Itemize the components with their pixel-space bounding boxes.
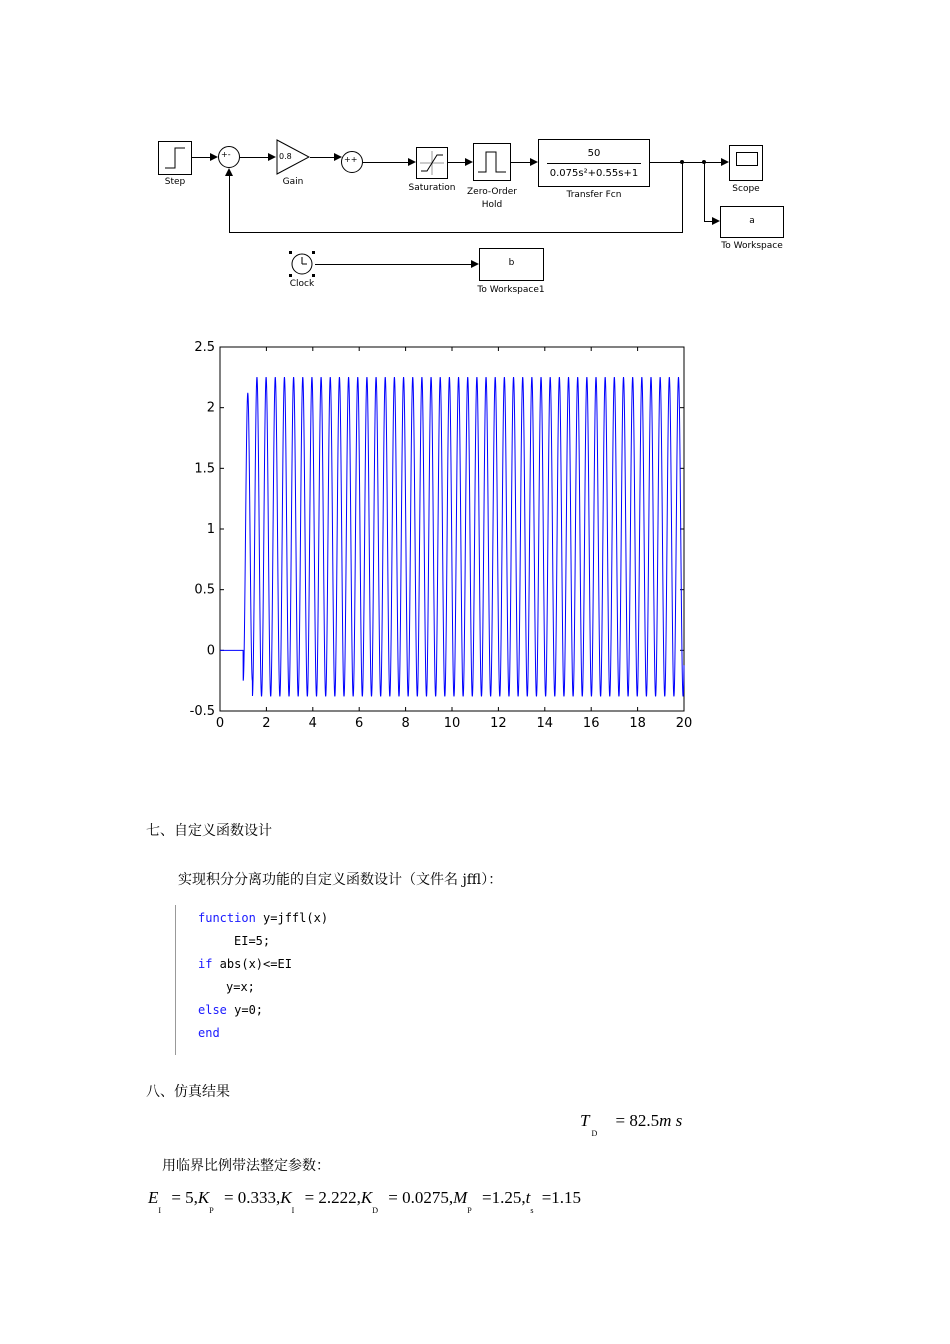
section7-description: 实现积分分离功能的自定义函数设计（文件名 jffl）： [178,872,503,888]
zero-order-hold-block[interactable] [473,143,511,181]
y-tick-label: -0.5 [189,704,215,719]
ws-b-value: b [508,258,515,268]
gain-value: 0.8 [279,152,292,161]
saturation-block[interactable] [416,147,448,179]
step-icon [159,142,191,174]
scope-block[interactable] [729,145,763,181]
clock-block[interactable] [289,251,315,277]
code-line3: abs(x)<=EI [212,957,292,971]
code-line1: y=jffl(x) [255,911,329,925]
section7-heading: 七、自定义函数设计 [146,823,272,839]
section8-heading: 八、仿真结果 [146,1084,230,1100]
params-formula: $E_I = 5,K_P = 0.333,K_I = 2.222,K_D = 0.0275,M_P =1.25,t_s =1.15$ [148,1188,582,1215]
y-tick-label: 0 [206,643,215,659]
code-kw-if: if [198,957,213,971]
x-tick-label: 16 [582,716,600,731]
code-block [175,905,426,1055]
x-tick-label: 18 [629,716,646,731]
simulation-response-chart [180,335,710,735]
x-tick-label: 6 [355,716,364,731]
step-label: Step [164,177,186,187]
gain-label: Gain [282,177,304,187]
y-tick-label: 1 [206,522,215,537]
ws-a-label: To Workspace [721,241,783,251]
step-block[interactable] [158,141,192,175]
code-line5: y=0; [226,1003,264,1017]
saturation-icon [417,148,447,178]
sum2-signs: ++ [344,155,358,164]
x-tick-label: 2 [262,716,271,731]
code-line4: y=x; [226,980,255,994]
x-tick-label: 8 [401,716,410,731]
y-tick-label: 0.5 [194,582,215,598]
x-tick-label: 12 [490,716,507,731]
method-text: 用临界比例带法整定参数： [162,1158,330,1174]
clock-icon [289,251,315,277]
tf-numerator: 50 [587,148,601,159]
ws-a-value: a [749,216,755,226]
y-tick-label: 1.5 [194,461,215,477]
code-kw-end: end [198,1026,220,1040]
transfer-fcn-block[interactable] [538,139,650,187]
code-kw-function: function [198,911,256,925]
code-line2: EI=5; [234,934,271,948]
zoh-label-1: Zero-Order [467,187,517,197]
to-workspace-a-block[interactable] [720,206,784,238]
code-kw-else: else [198,1003,227,1017]
ws-b-label: To Workspace1 [477,285,545,295]
x-tick-label: 4 [308,716,317,731]
clock-label: Clock [289,279,315,289]
y-tick-label: 2 [206,400,215,416]
scope-screen-icon [736,152,758,166]
y-tick-label: 2.5 [194,340,215,355]
td-formula: $T_D = 82.5m$ s [580,1111,683,1138]
x-tick-label: 20 [675,716,693,731]
saturation-label: Saturation [408,183,456,193]
to-workspace-b-block[interactable] [479,248,544,281]
zoh-icon [474,144,510,180]
scope-label: Scope [732,184,760,194]
tf-label: Transfer Fcn [566,190,622,200]
x-tick-label: 14 [536,716,554,731]
zoh-label-2: Hold [481,200,503,210]
x-tick-label: 10 [443,716,461,731]
sum1-signs: +- [221,150,231,159]
x-tick-label: 0 [215,716,225,731]
tf-denominator: 0.075s²+0.55s+1 [549,168,639,179]
